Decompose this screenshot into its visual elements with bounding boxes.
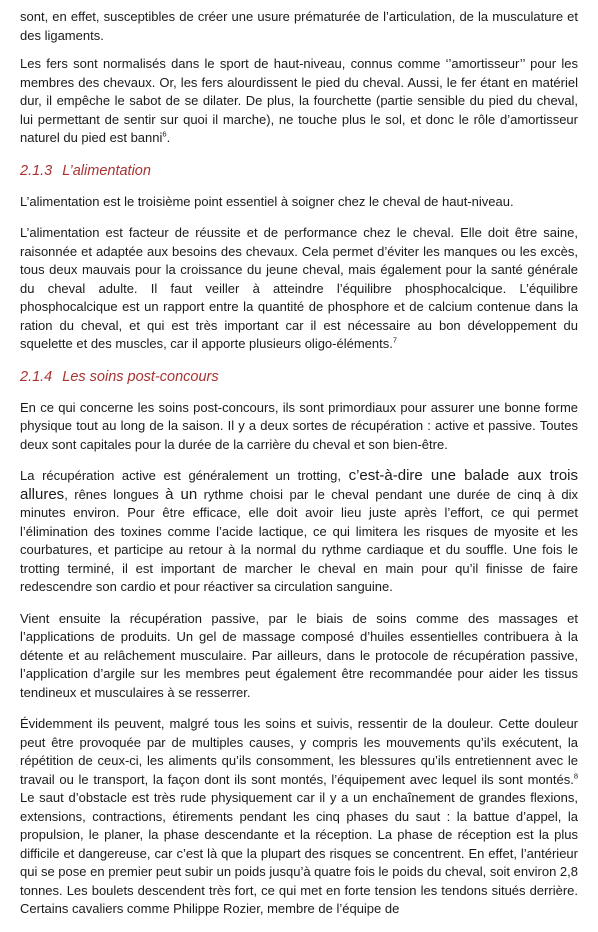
paragraph-recuperation-passive: Vient ensuite la récupération passive, par le biais de soins comme des massages et l’applications de produits. Un gel de massage composé d’huiles essentielles contribuera à la détente et au relâchement musculaire. Par ailleurs, dans le protocole de récupération passive, l’application d’argile sur les membres peut également être recommandée pour aider les tissus tendineux et musculaires à se resserrer. [20,610,578,700]
footnote-ref-7[interactable]: 7 [392,335,398,345]
section-heading-soins [20,367,578,387]
paragraph-soins-intro: En ce qui concerne les soins post-concours, ils sont primordiaux pour assurer une bonne forme physique tout au long de la saison. Il y a deux sortes de récupération : active et passive. Toutes deux sont capitales pour la durée de la carrière du cheval et son bien-être. [20,399,578,452]
text-run-large: à un [165,485,198,503]
section-number: 2.1.4 [20,368,53,385]
paragraph-alimentation-detail [20,224,578,354]
paragraph-horseshoes-end: . [166,130,171,145]
paragraph-horseshoes-text: Les fers sont normalisés dans le sport de haut-niveau, connus comme ‘’amortisseur’’ pour les membres des chevaux. Or, les fers alourdissent le pied du cheval. Aussi, le fer étant en matériel dur, il empêche le sabot de se dilater. De plus, la fourchette (partie sensible du pied du cheval, lui permettant de sentir sur quoi il marche), ne touche plus le sol, et donc le rôle d’amortisseur naturel du pied est banni [20,56,578,145]
section-title: L’alimentation [62,162,151,179]
text-run-large: c’est-à-dire une balade aux trois allures [20,467,578,503]
paragraph-alimentation-text: L’alimentation est facteur de réussite et de performance chez le cheval. Elle doit être saine, raisonnée et adaptée aux besoins des chevaux. Cela permet d’éviter les manques ou les excès, tous deux mauvais pour la croissance du jeune cheval, mais également pour la santé générale du cheval adulte. Il faut veiller à atteindre l’équilibre phosphocalcique. L’équilibre phosphocalcique est un rapport entre la quantité de phosphore et de calcium contenue dans la ration du cheval, et qui est très important car il est nécessaire au bon développement du squelette et des muscles, car il apporte plusieurs oligo-éléments. [20,225,578,351]
text-run: La récupération active est généralement un trotting, [20,468,349,483]
footnote-ref-6[interactable]: 6 [162,129,167,139]
paragraph-horseshoes [20,55,578,148]
paragraph-alimentation-intro: L’alimentation est le troisième point essentiel à soigner chez le cheval de haut-niveau. [20,193,514,209]
document-page [20,8,578,932]
paragraph-intro: sont, en effet, susceptibles de créer une usure prématurée de l’articulation, de la musculature et des ligaments. [20,9,578,43]
footnote-ref-8[interactable]: 8 [573,771,578,781]
text-run: Le saut d’obstacle est très rude physiquement car il y a un enchaînement de grandes flexions, extensions, contractions, étirements pendant les cinq phases du saut : la battue d’appel, la propulsion, le planer, la phase descendante et la réception. La phase de réception est la plus difficile et dangereuse, car c’est là que la plupart des risques se concentrent. En effet, l’antérieur qui se pose en premier peut subir un poids jusqu’à quatre fois le poids du cheval, soit environ 2,8 tonnes. Les boulets descendent très fort, ce qui met en forte tension les tendons situés derrière. Certains cavaliers comme Philippe Rozier, membre de l’équipe de [20,790,578,916]
paragraph-douleur [20,715,578,919]
section-heading-alimentation [20,161,578,181]
text-run: , rênes longues [64,486,166,502]
section-title: Les soins post-concours [62,368,219,385]
text-run: rythme choisi par le cheval pendant une durée de cinq à dix minutes environ. Pour être efficace, elle doit avoir lieu juste après l’effort, ce qui permet l’élimination des toxines comme l’acide lactique, ce qui limitera les risques de myosite et les courbatures, et participe au retour à la normal du rythme cardiaque et du souffle. Une fois le trotting terminé, il est important de marcher le cheval en main pour qu’il finisse de faire redescendre son cardio et pour réactiver sa circulation sanguine. [20,486,578,594]
text-run: Évidemment ils peuvent, malgré tous les soins et suivis, ressentir de la douleur. Cette douleur peut être provoquée par de multiples causes, y compris les mouvements qu’ils exécutent, la répétition de ceux-ci, les aliments qu’ils consomment, les blessures qu’ils entretiennent avec le travail ou le transport, la façon dont ils sont montés, l’équipement avec lequel ils sont montés. [20,716,578,787]
paragraph-recuperation-active [20,467,578,597]
section-number: 2.1.3 [20,162,53,179]
